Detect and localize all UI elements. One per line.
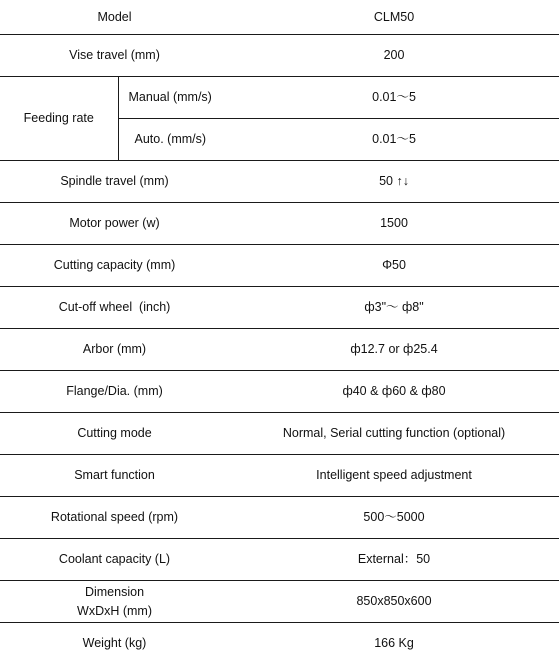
spec-value: 850x850x600	[229, 581, 559, 623]
spec-label-dimension	[0, 581, 229, 623]
spec-value: 200	[229, 35, 559, 77]
spec-label: Model	[0, 0, 229, 35]
spec-value: External：50	[229, 539, 559, 581]
spec-label: Coolant capacity (L)	[0, 539, 229, 581]
spec-label: Arbor (mm)	[0, 329, 229, 371]
spec-value: Φ50	[229, 245, 559, 287]
spec-value: 0.01～5	[229, 77, 559, 119]
table-row	[0, 371, 559, 413]
spec-label-line: Dimension	[4, 583, 225, 602]
table-row	[0, 539, 559, 581]
spec-label: Cutting mode	[0, 413, 229, 455]
spec-value: 0.01～5	[229, 119, 559, 161]
spec-value: CLM50	[229, 0, 559, 35]
spec-label: Motor power (w)	[0, 203, 229, 245]
table-row	[0, 161, 559, 203]
spec-value: ф3"～ ф8"	[229, 287, 559, 329]
spec-label: Spindle travel (mm)	[0, 161, 229, 203]
spec-label: Vise travel (mm)	[0, 35, 229, 77]
table-row	[0, 581, 559, 623]
table-row	[0, 0, 559, 35]
spec-sublabel: Auto. (mm/s)	[118, 119, 229, 161]
spec-label: Cutting capacity (mm)	[0, 245, 229, 287]
table-row	[0, 413, 559, 455]
table-row	[0, 35, 559, 77]
table-row	[0, 329, 559, 371]
table-row	[0, 77, 559, 119]
spec-value: 1500	[229, 203, 559, 245]
spec-label: Rotational speed (rpm)	[0, 497, 229, 539]
table-row	[0, 497, 559, 539]
spec-value: 50 ↑↓	[229, 161, 559, 203]
spec-value: 166 Kg	[229, 623, 559, 663]
table-row	[0, 203, 559, 245]
spec-label: Cut-off wheel (inch)	[0, 287, 229, 329]
spec-label: Smart function	[0, 455, 229, 497]
spec-value: Normal, Serial cutting function (optional)	[229, 413, 559, 455]
table-row	[0, 287, 559, 329]
spec-sublabel: Manual (mm/s)	[118, 77, 229, 119]
table-row	[0, 623, 559, 663]
spec-value: Intelligent speed adjustment	[229, 455, 559, 497]
spec-value: ф40 & ф60 & ф80	[229, 371, 559, 413]
spec-label: Flange/Dia. (mm)	[0, 371, 229, 413]
spec-label: Weight (kg)	[0, 623, 229, 663]
spec-value: 500～5000	[229, 497, 559, 539]
table-row	[0, 455, 559, 497]
spec-label-line: WxDxH (mm)	[4, 602, 225, 621]
spec-value: ф12.7 or ф25.4	[229, 329, 559, 371]
table-row	[0, 245, 559, 287]
spec-group-label: Feeding rate	[0, 77, 118, 161]
